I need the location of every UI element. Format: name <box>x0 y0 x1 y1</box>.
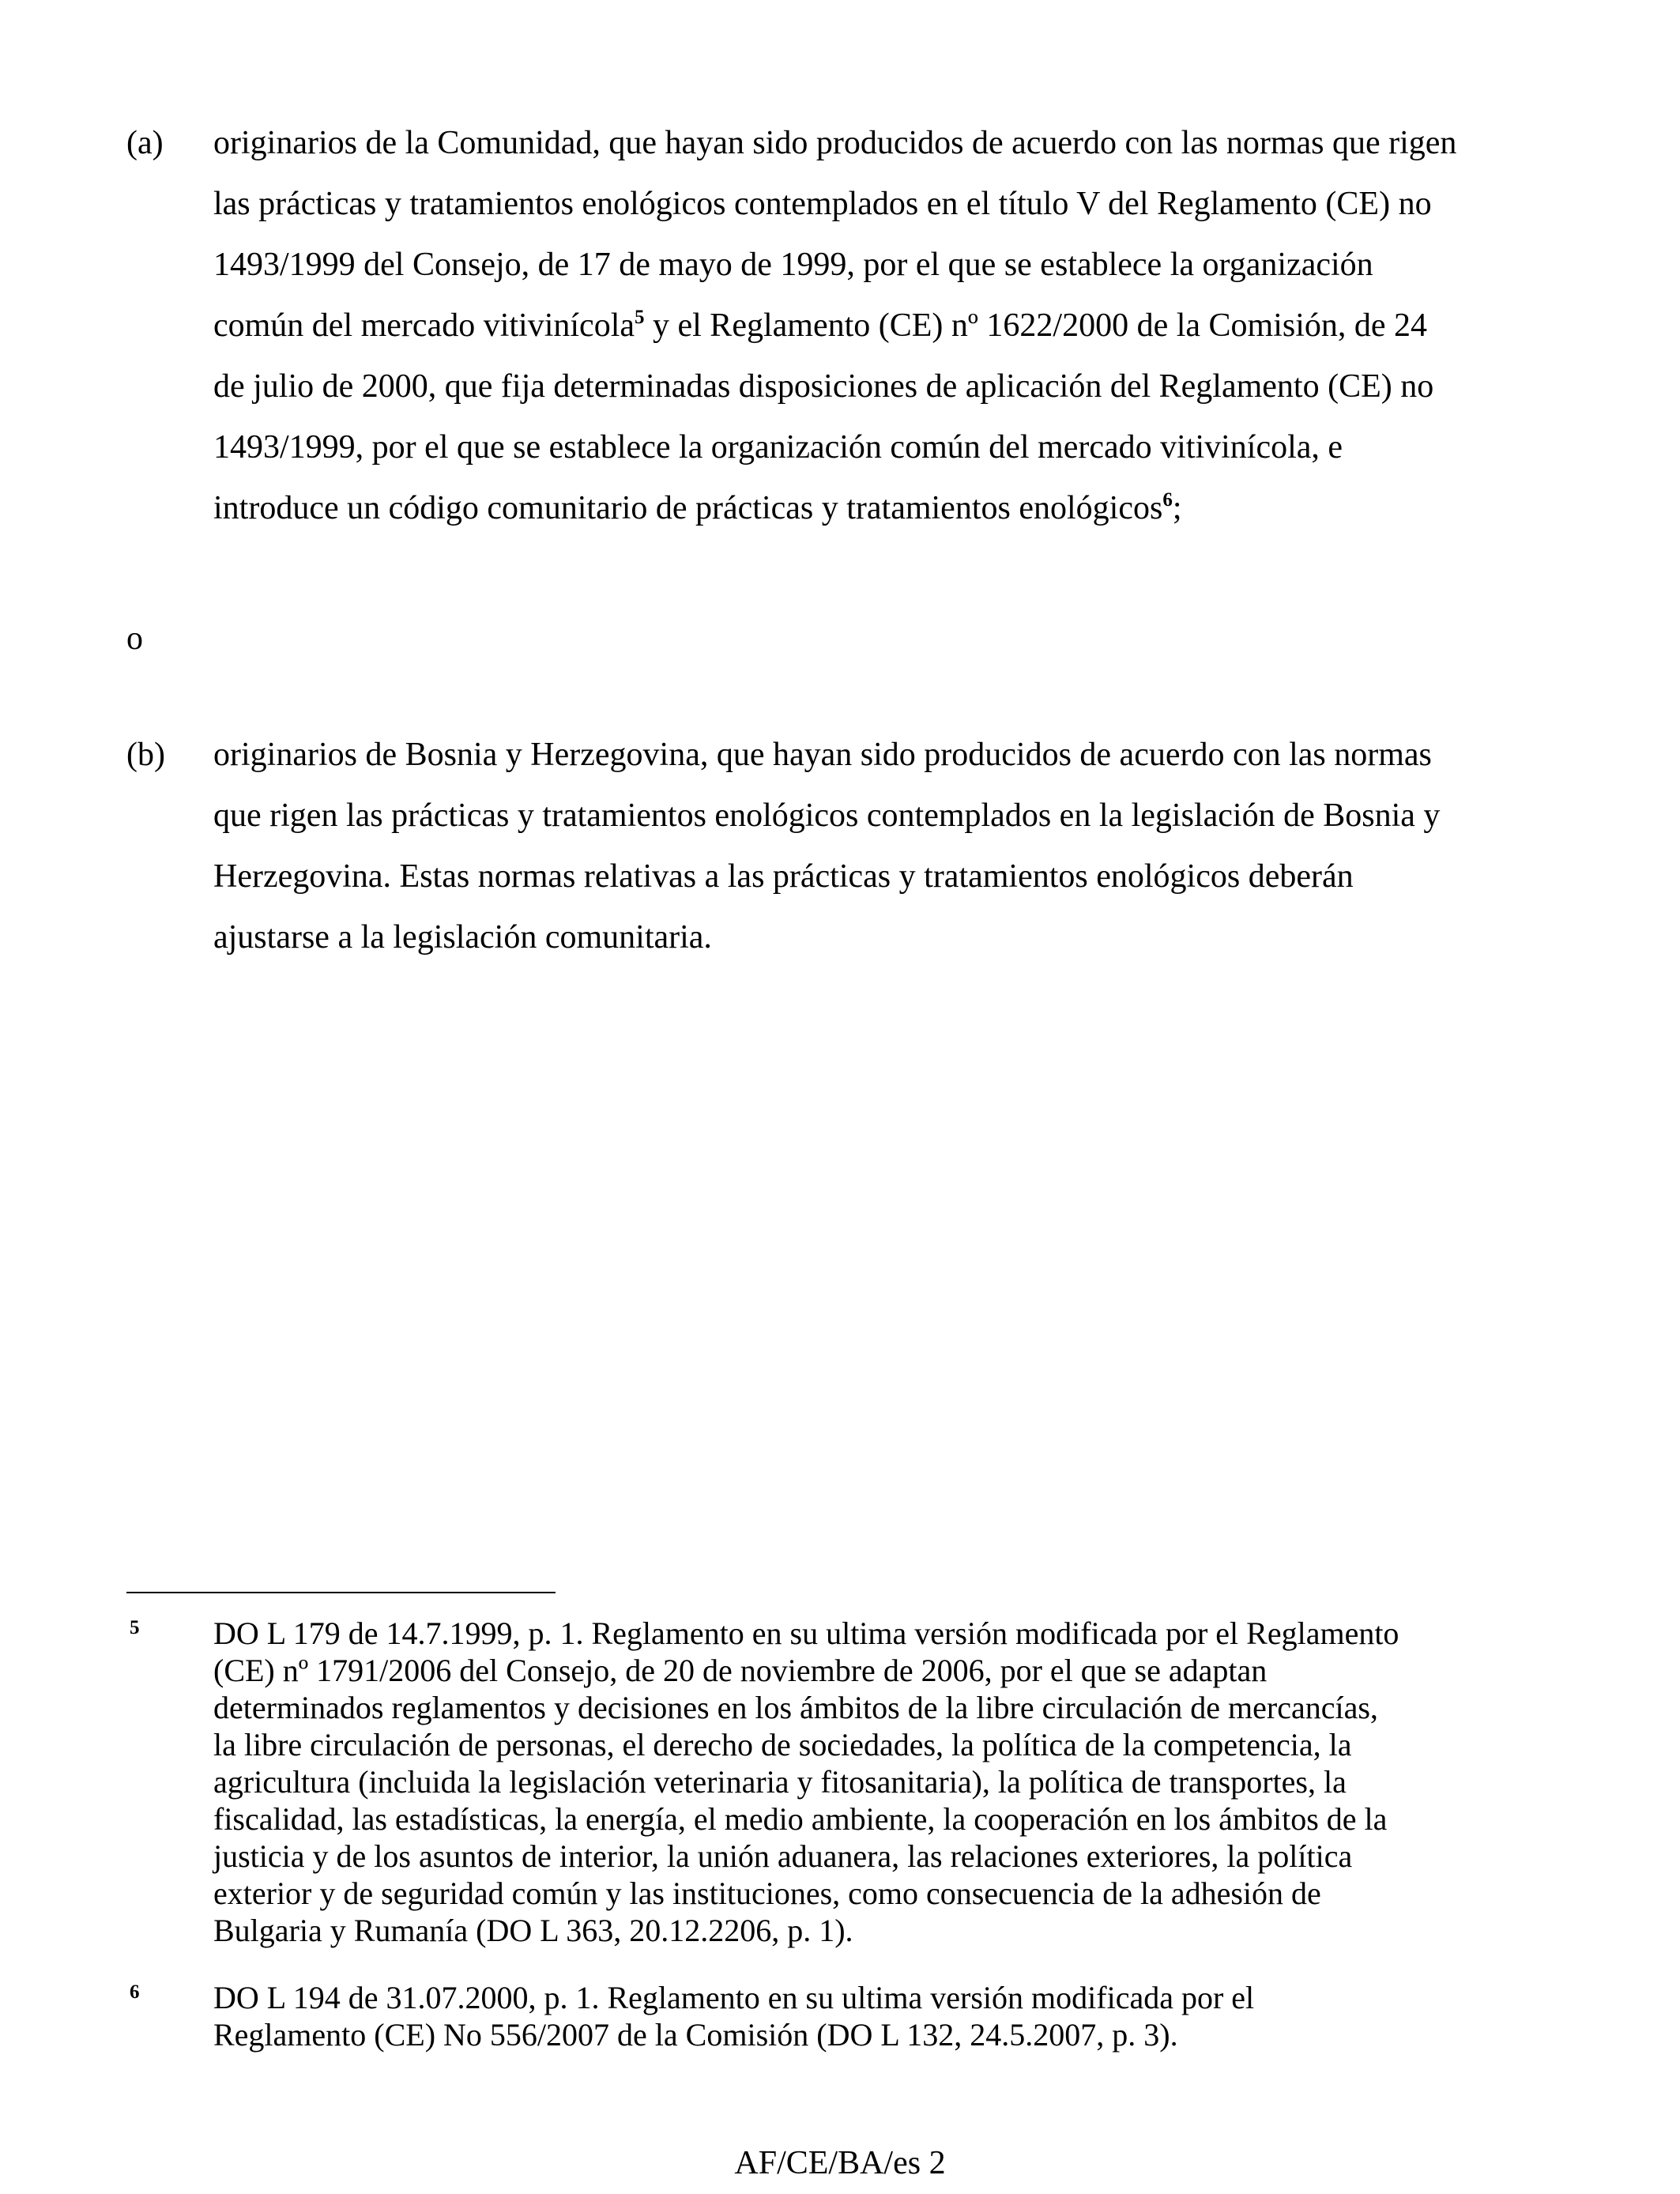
footnote-line: fiscalidad, las estadísticas, la energía, el medio ambiente, la cooperación en los ámbitos de la <box>213 1801 1388 1837</box>
footnote-reference-5[interactable]: 5 <box>635 307 645 328</box>
footnote-line: determinados reglamentos y decisiones en los ámbitos de la libre circulación de mercancías, <box>213 1690 1378 1725</box>
item-text-b <box>213 725 1565 968</box>
text-line: que rigen las prácticas y tratamientos enológicos contemplados en la legislación de Bosnia y <box>213 797 1441 834</box>
text-segment: ; <box>1172 490 1182 526</box>
footnote-text <box>213 1979 1573 2053</box>
footnote-line: la libre circulación de personas, el derecho de sociedades, la política de la competencia, la <box>213 1727 1352 1762</box>
footnote-line: Bulgaria y Rumanía (DO L 363, 20.12.2206, p. 1). <box>213 1913 853 1948</box>
footnote-line: DO L 179 de 14.7.1999, p. 1. Reglamento en su ultima versión modificada por el Reglamento <box>213 1615 1399 1651</box>
item-label-a: (a) <box>126 125 164 161</box>
footnote-separator <box>126 1592 556 1593</box>
text-segment: introduce un código comunitario de prácticas y tratamientos enológicos <box>213 490 1163 526</box>
text-line: 1493/1999, por el que se establece la organización común del mercado vitivinícola, e <box>213 429 1343 466</box>
footnote-line: Reglamento (CE) No 556/2007 de la Comisión (DO L 132, 24.5.2007, p. 3). <box>213 2017 1178 2053</box>
text-line-with-footnote <box>213 296 1565 356</box>
connector-text: o <box>126 620 143 657</box>
footnote-number: 6 <box>130 1981 140 2003</box>
text-line: 1493/1999 del Consejo, de 17 de mayo de 1999, por el que se establece la organización <box>213 247 1373 283</box>
footnote-reference-6[interactable]: 6 <box>1162 489 1173 511</box>
text-line: ajustarse a la legislación comunitaria. <box>213 919 712 956</box>
page-footer-reference: AF/CE/BA/es 2 <box>734 2145 946 2181</box>
footnote-line: (CE) nº 1791/2006 del Consejo, de 20 de noviembre de 2006, por el que se adaptan <box>213 1653 1268 1688</box>
text-segment: común del mercado vitivinícola <box>213 307 635 344</box>
text-line: las prácticas y tratamientos enológicos contemplados en el título V del Reglamento (CE) no <box>213 186 1432 222</box>
footnote-text <box>213 1615 1573 1949</box>
item-label-b: (b) <box>126 737 165 773</box>
footnote-line: DO L 194 de 31.07.2000, p. 1. Reglamento en su ultima versión modificada por el <box>213 1980 1255 2015</box>
item-text-a <box>213 113 1565 539</box>
text-line-with-footnote <box>213 478 1565 539</box>
footnote-line: exterior y de seguridad común y las instituciones, como consecuencia de la adhesión de <box>213 1875 1321 1911</box>
text-line: Herzegovina. Estas normas relativas a las prácticas y tratamientos enológicos deberán <box>213 858 1354 895</box>
footnote-line: justicia y de los asuntos de interior, la unión aduanera, las relaciones exteriores, la política <box>213 1838 1353 1874</box>
text-line: de julio de 2000, que fija determinadas disposiciones de aplicación del Reglamento (CE) no <box>213 368 1434 405</box>
footnote-line: agricultura (incluida la legislación veterinaria y fitosanitaria), la política de transportes, la <box>213 1764 1347 1800</box>
text-line: originarios de Bosnia y Herzegovina, que hayan sido producidos de acuerdo con las normas <box>213 737 1432 773</box>
text-line: originarios de la Comunidad, que hayan sido producidos de acuerdo con las normas que rigen <box>213 125 1457 161</box>
text-segment: y el Reglamento (CE) nº 1622/2000 de la Comisión, de 24 <box>644 307 1428 344</box>
footnote-number: 5 <box>130 1617 140 1638</box>
